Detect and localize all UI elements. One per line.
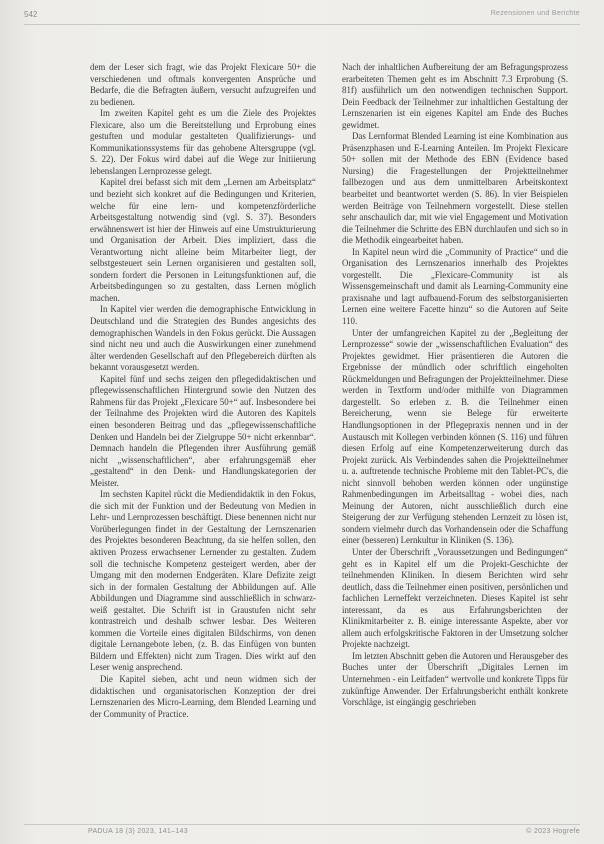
right-column (342, 62, 568, 709)
left-paragraph: dem der Leser sich fragt, wie das Projekt Flexicare 50+ die verschiedenen und oftmals konvergenten Ansprüche und Bedarfe, die die Befragten äußern, versucht aufzugreifen und zu bedienen. (90, 62, 316, 107)
right-paragraph: Unter der Überschrift „Voraussetzungen und Bedingungen“ geht es in Kapitel elf um die Projekt-Geschichte der teilnehmenden Kliniken. In diesem Berichten wird sehr deutlich, dass die Teilnehmer einen positiven, persönlichen und fachlichen Lerneffekt verzeichneten. Dieses Kapitel ist sehr interessant, da es aus Erfahrungsberichten der Klinikmitarbeiter z. B. einige interessante Aspekte, aber vor allem auch erfolgskritische Faktoren in der Umsetzung solcher Projekte nachzeigt. (342, 546, 568, 650)
left-paragraph: In Kapitel vier werden die demographische Entwicklung in Deutschland und die Strategien des Bundes angesichts des demographischen Wandels in den Fokus gerückt. Die Aussagen sind nicht neu und auch die Auswirkungen einer zunehmend älter werdenden Gesellschaft auf den Pflegebereich dürften als bekannt vorausgesetzt werden. (90, 304, 316, 373)
right-paragraph: Unter der umfangreichen Kapitel zu der „Begleitung der Lernprozesse“ sowie der „wissenschaftlichen Evaluation“ des Projektes gewidmet. Hier präsentieren die Autoren die Ergebnisse der mündlich oder schriftlich eingeholten Rückmeldungen und Befragungen der Projektteilnehmer. Diese werden in Textform und/oder mithilfe von Diagrammen dargestellt. So erleben z. B. die Teilnehmer einen Bereicherung, wenn sie Belege für erweiterte Handlungsoptionen in der Pflegepraxis nennen und in der Austausch mit Kollegen verbinden können (S. 116) und führen diesen Erfolg auf eine Kompetenzerweiterung durch das Projekt zurück. Als Verbindendes sahen die Projektteilnehmer u. a. auftretende technische Probleme mit den Tablet-PC's, die nicht sinnvoll behoben werden können oder ungünstige Rahmenbedingungen im Arbeitsalltag - wobei dies, nach Meinung der Autoren, nicht ausschließlich durch eine Steigerung der zur Verfügung stehenden Lernzeit zu lösen ist, sondern vielmehr durch das Vorhandensein oder die Schaffung einer (besseren) Lernkultur in Kliniken (S. 136). (342, 327, 568, 546)
right-paragraph: Nach der inhaltlichen Aufbereitung der am Befragungsprozess erarbeiteten Themen geht es im Abschnitt 7.3 Erprobung (S. 81f) ausführlich um den notwendigen technischen Support. Dein Feedback der Teilnehmer zur inhaltlichen Gestaltung der Lernszenarien ist ein eigenes Kapitel am Ende des Buches gewidmet. (342, 62, 568, 130)
running-head: Rezensionen und Berichte (490, 10, 580, 17)
copyright-notice: © 2023 Hogrefe (526, 828, 580, 835)
footer-divider (24, 824, 580, 825)
page-number: 542 (24, 10, 38, 19)
left-paragraph: Kapitel drei befasst sich mit dem „Lernen am Arbeitsplatz“ und bezieht sich konkret auf die Bedingungen und Kriterien, welche für eine lern- und kompetenzförderliche Arbeitsgestaltung notwendig sind (vgl. S. 37). Besonders erwähnenswert ist hier der Hinweis auf eine Umstrukturierung und Organisation der Arbeit. Dies impliziert, dass die Verantwortung nicht alleine beim Mitarbeiter liegt, der selbstgesteuert sein Lernen organisieren und gestalten soll, sondern fordert die Personen in Leitungsfunktionen auf, die Arbeitsbedingungen so zu gestalten, dass Lernen möglich machen. (90, 177, 316, 303)
left-column (90, 62, 316, 720)
header-divider (24, 24, 580, 25)
journal-citation: PADUA 18 (3) 2023, 141–143 (88, 828, 188, 835)
left-paragraph: Im sechsten Kapitel rückt die Mediendidaktik in den Fokus, die sich mit der Funktion und der Bedeutung von Medien in Lehr- und Lernprozessen beschäftigt. Diese benennen nicht nur Vorüberlegungen findet in der Gestaltung der Lernszenarien des Projektes besonderen Beachtung, da sie helfen sollen, den aktiven Prozess erwachsener Lernender zu gestalten. Zudem soll die technische Kompetenz gesteigert werden, aber der Umgang mit den modernen Endgeräten. Klare Defizite zeigt sich in der formalen Gestaltung der Abbildungen auf. Alle Abbildungen und Diagramme sind ausschließlich in schwarz-weiß gestaltet. Die Schrift ist in Graustufen nicht sehr kontrastreich und deshalb schwer lesbar. Des Weiteren kommen die Vorteile eines digitalen Bildschirms, von denen digitale Lernangebote leben, (z. B. das Einfügen von bunten Bildern und Effekten) nicht zum Tragen. Dies wirkt auf den Leser wenig ansprechend. (90, 489, 316, 673)
left-paragraph: Kapitel fünf und sechs zeigen den pflegedidaktischen und pflegewissenschaftlichen Hintergrund sowie den Nutzen des Rahmens für das Projekt „Flexicare 50+“ auf. Insbesondere bei der Teilnahme des Projekten wird die Autoren des Kapitels einen besonderen Beitrag und das „pflegewissenschaftliche Denken und Handeln bei der Zielgruppe 50+ nicht erkennbar“. Demnach handeln die Pflegenden ihrer Ausführung gemäß nicht „wissenschaftlichen“, aber erfahrungsgemäß eher „gestaltend“ in den Denk- und Handlungskategorien der Meister. (90, 373, 316, 488)
left-paragraph: Im zweiten Kapitel geht es um die Ziele des Projektes Flexicare, also um die Bereitstellung und Erprobung eines gestuften und modular gestalteten Qualifizierungs- und Kommunikationssystems für das gehobene Altersgruppe (vgl. S. 22). Der Fokus wird dabei auf die Wege zur Initiierung lebenslangen Lernprozesse gelegt. (90, 108, 316, 176)
left-paragraph: Die Kapitel sieben, acht und neun widmen sich der didaktischen und organisatorischen Konzeption der drei Lernszenarien des Micro-Learning, dem Blended Learning und der Community of Practice. (90, 673, 316, 719)
right-paragraph: In Kapitel neun wird die „Community of Practice“ und die Organisation des Lernszenarios innerhalb des Projektes vorgestellt. Die „Flexicare-Community ist als Wissensgemeinschaft und damit als Learning-Community eine praxisnahe und lagt aufbauend-Forum des selbstorganisierten Lernen eine weitere Facette hinzu“ so die Autoren auf Seite 110. (342, 246, 568, 327)
right-paragraph: Im letzten Abschnitt geben die Autoren und Herausgeber des Buches unter der Überschrift „Digitales Lernen im Unternehmen - ein Leitfaden“ wertvolle und konkrete Tipps für zukünftige Anwender. Der Erfahrungsbericht enthält konkrete Vorschläge, ist eingängig geschrieben (342, 650, 568, 708)
right-paragraph: Das Lernformat Blended Learning ist eine Kombination aus Präsenzphasen und E-Learning Anteilen. Im Projekt Flexicare 50+ sollen mit der Methode des EBN (Evidence based Nursing) die Fragestellungen der Projektteilnehmer fallbezogen und aus dem unmittelbaren Arbeitskontext bearbeitet und beantwortet werden (S. 86). In vier Beispielen werden Beiträge von Teilnehmern vorgestellt. Diese stellen sehr anschaulich dar, mit wie viel Engagement und Motivation die Teilnehmer die Schritte des EBN durchlaufen und sich so in die Methodik eingearbeitet haben. (342, 131, 568, 246)
